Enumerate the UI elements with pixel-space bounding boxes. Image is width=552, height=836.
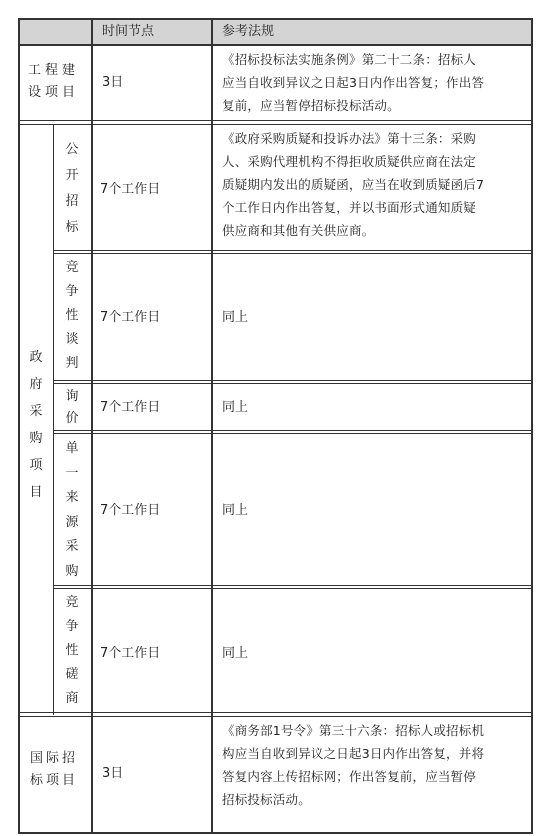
table-header-background bbox=[18, 18, 533, 45]
law-line: 复前，应当暂停招标投标活动。 bbox=[222, 98, 400, 113]
time-international: 3日 bbox=[102, 766, 124, 781]
category-char: 府 bbox=[29, 377, 43, 392]
time-inquiry: 7个工作日 bbox=[100, 400, 161, 415]
sub-competitive-consultation bbox=[62, 591, 82, 711]
category-char: 目 bbox=[29, 485, 43, 500]
sub-char: 商 bbox=[65, 691, 79, 706]
sub-char: 竞 bbox=[65, 595, 79, 610]
sub-char: 争 bbox=[65, 619, 79, 634]
time-single-source: 7个工作日 bbox=[100, 503, 161, 518]
law-single-source: 同上 bbox=[222, 503, 249, 518]
law-competitive-negotiation: 同上 bbox=[222, 310, 249, 325]
category-char: 购 bbox=[29, 431, 43, 446]
law-line: 《商务部1号令》第三十六条：招标人或招标机 bbox=[222, 723, 485, 738]
time-competitive-negotiation: 7个工作日 bbox=[100, 310, 161, 325]
law-line: 构应当自收到异议之日起3日内作出答复，并将 bbox=[222, 746, 485, 761]
sub-single-source bbox=[62, 437, 82, 584]
time-competitive-consultation: 7个工作日 bbox=[100, 646, 161, 661]
law-line: 个工作日内作出答复，并以书面形式通知质疑 bbox=[222, 200, 477, 215]
sub-char: 来 bbox=[65, 490, 79, 505]
header-reference-law: 参考法规 bbox=[222, 24, 275, 39]
sub-char: 采 bbox=[65, 539, 79, 554]
category-char: 项 bbox=[29, 458, 43, 473]
law-line: 招标投标活动。 bbox=[222, 792, 311, 807]
law-line: 《政府采购质疑和投诉办法》第十三条：采购 bbox=[222, 131, 477, 146]
sub-char: 性 bbox=[65, 643, 79, 658]
category-government bbox=[26, 344, 46, 506]
category-international bbox=[30, 748, 90, 792]
sub-char: 谈 bbox=[65, 332, 79, 347]
law-open-tender bbox=[222, 127, 528, 242]
law-line: 质疑期内发出的质疑函，应当在收到质疑函后7 bbox=[222, 177, 485, 192]
law-inquiry: 同上 bbox=[222, 400, 249, 415]
sub-inquiry bbox=[62, 386, 82, 430]
sub-char: 询 bbox=[65, 389, 79, 404]
category-line: 标项目 bbox=[30, 773, 79, 788]
time-open-tender: 7个工作日 bbox=[100, 182, 161, 197]
sub-char: 购 bbox=[65, 563, 79, 579]
sub-char: 招 bbox=[65, 194, 79, 209]
sub-char: 单 bbox=[65, 441, 79, 456]
law-competitive-consultation: 同上 bbox=[222, 646, 249, 661]
sub-char: 一 bbox=[65, 465, 79, 481]
sub-char: 磋 bbox=[65, 667, 79, 682]
law-line: 供应商和其他有关供应商。 bbox=[222, 223, 375, 238]
law-line: 答复内容上传招标网；作出答复前，应当暂停 bbox=[222, 769, 477, 784]
sub-competitive-negotiation bbox=[62, 256, 82, 376]
law-international bbox=[222, 719, 528, 811]
sub-char: 性 bbox=[65, 308, 79, 323]
law-line: 应当自收到异议之日起3日内作出答复；作出答 bbox=[222, 75, 485, 90]
category-engineering bbox=[28, 60, 88, 104]
sub-char: 价 bbox=[65, 411, 79, 426]
category-char: 政 bbox=[29, 350, 43, 365]
category-char: 采 bbox=[29, 404, 43, 419]
law-line: 《招标投标法实施条例》第二十二条：招标人 bbox=[222, 52, 477, 67]
sub-char: 标 bbox=[65, 220, 79, 235]
law-engineering bbox=[222, 48, 528, 117]
sub-char: 开 bbox=[65, 168, 79, 183]
category-line: 国际招 bbox=[30, 751, 79, 766]
sub-open-tender bbox=[62, 137, 82, 241]
sub-char: 判 bbox=[65, 356, 79, 371]
sub-char: 源 bbox=[65, 514, 79, 530]
sub-char: 公 bbox=[65, 142, 79, 157]
time-engineering: 3日 bbox=[102, 75, 124, 90]
category-engineering-label: 工程建设项目 bbox=[28, 63, 80, 100]
law-line: 人、采购代理机构不得拒收质疑供应商在法定 bbox=[222, 154, 477, 169]
sub-char: 争 bbox=[65, 284, 79, 299]
header-time-node: 时间节点 bbox=[102, 24, 155, 39]
sub-char: 竞 bbox=[65, 260, 79, 275]
